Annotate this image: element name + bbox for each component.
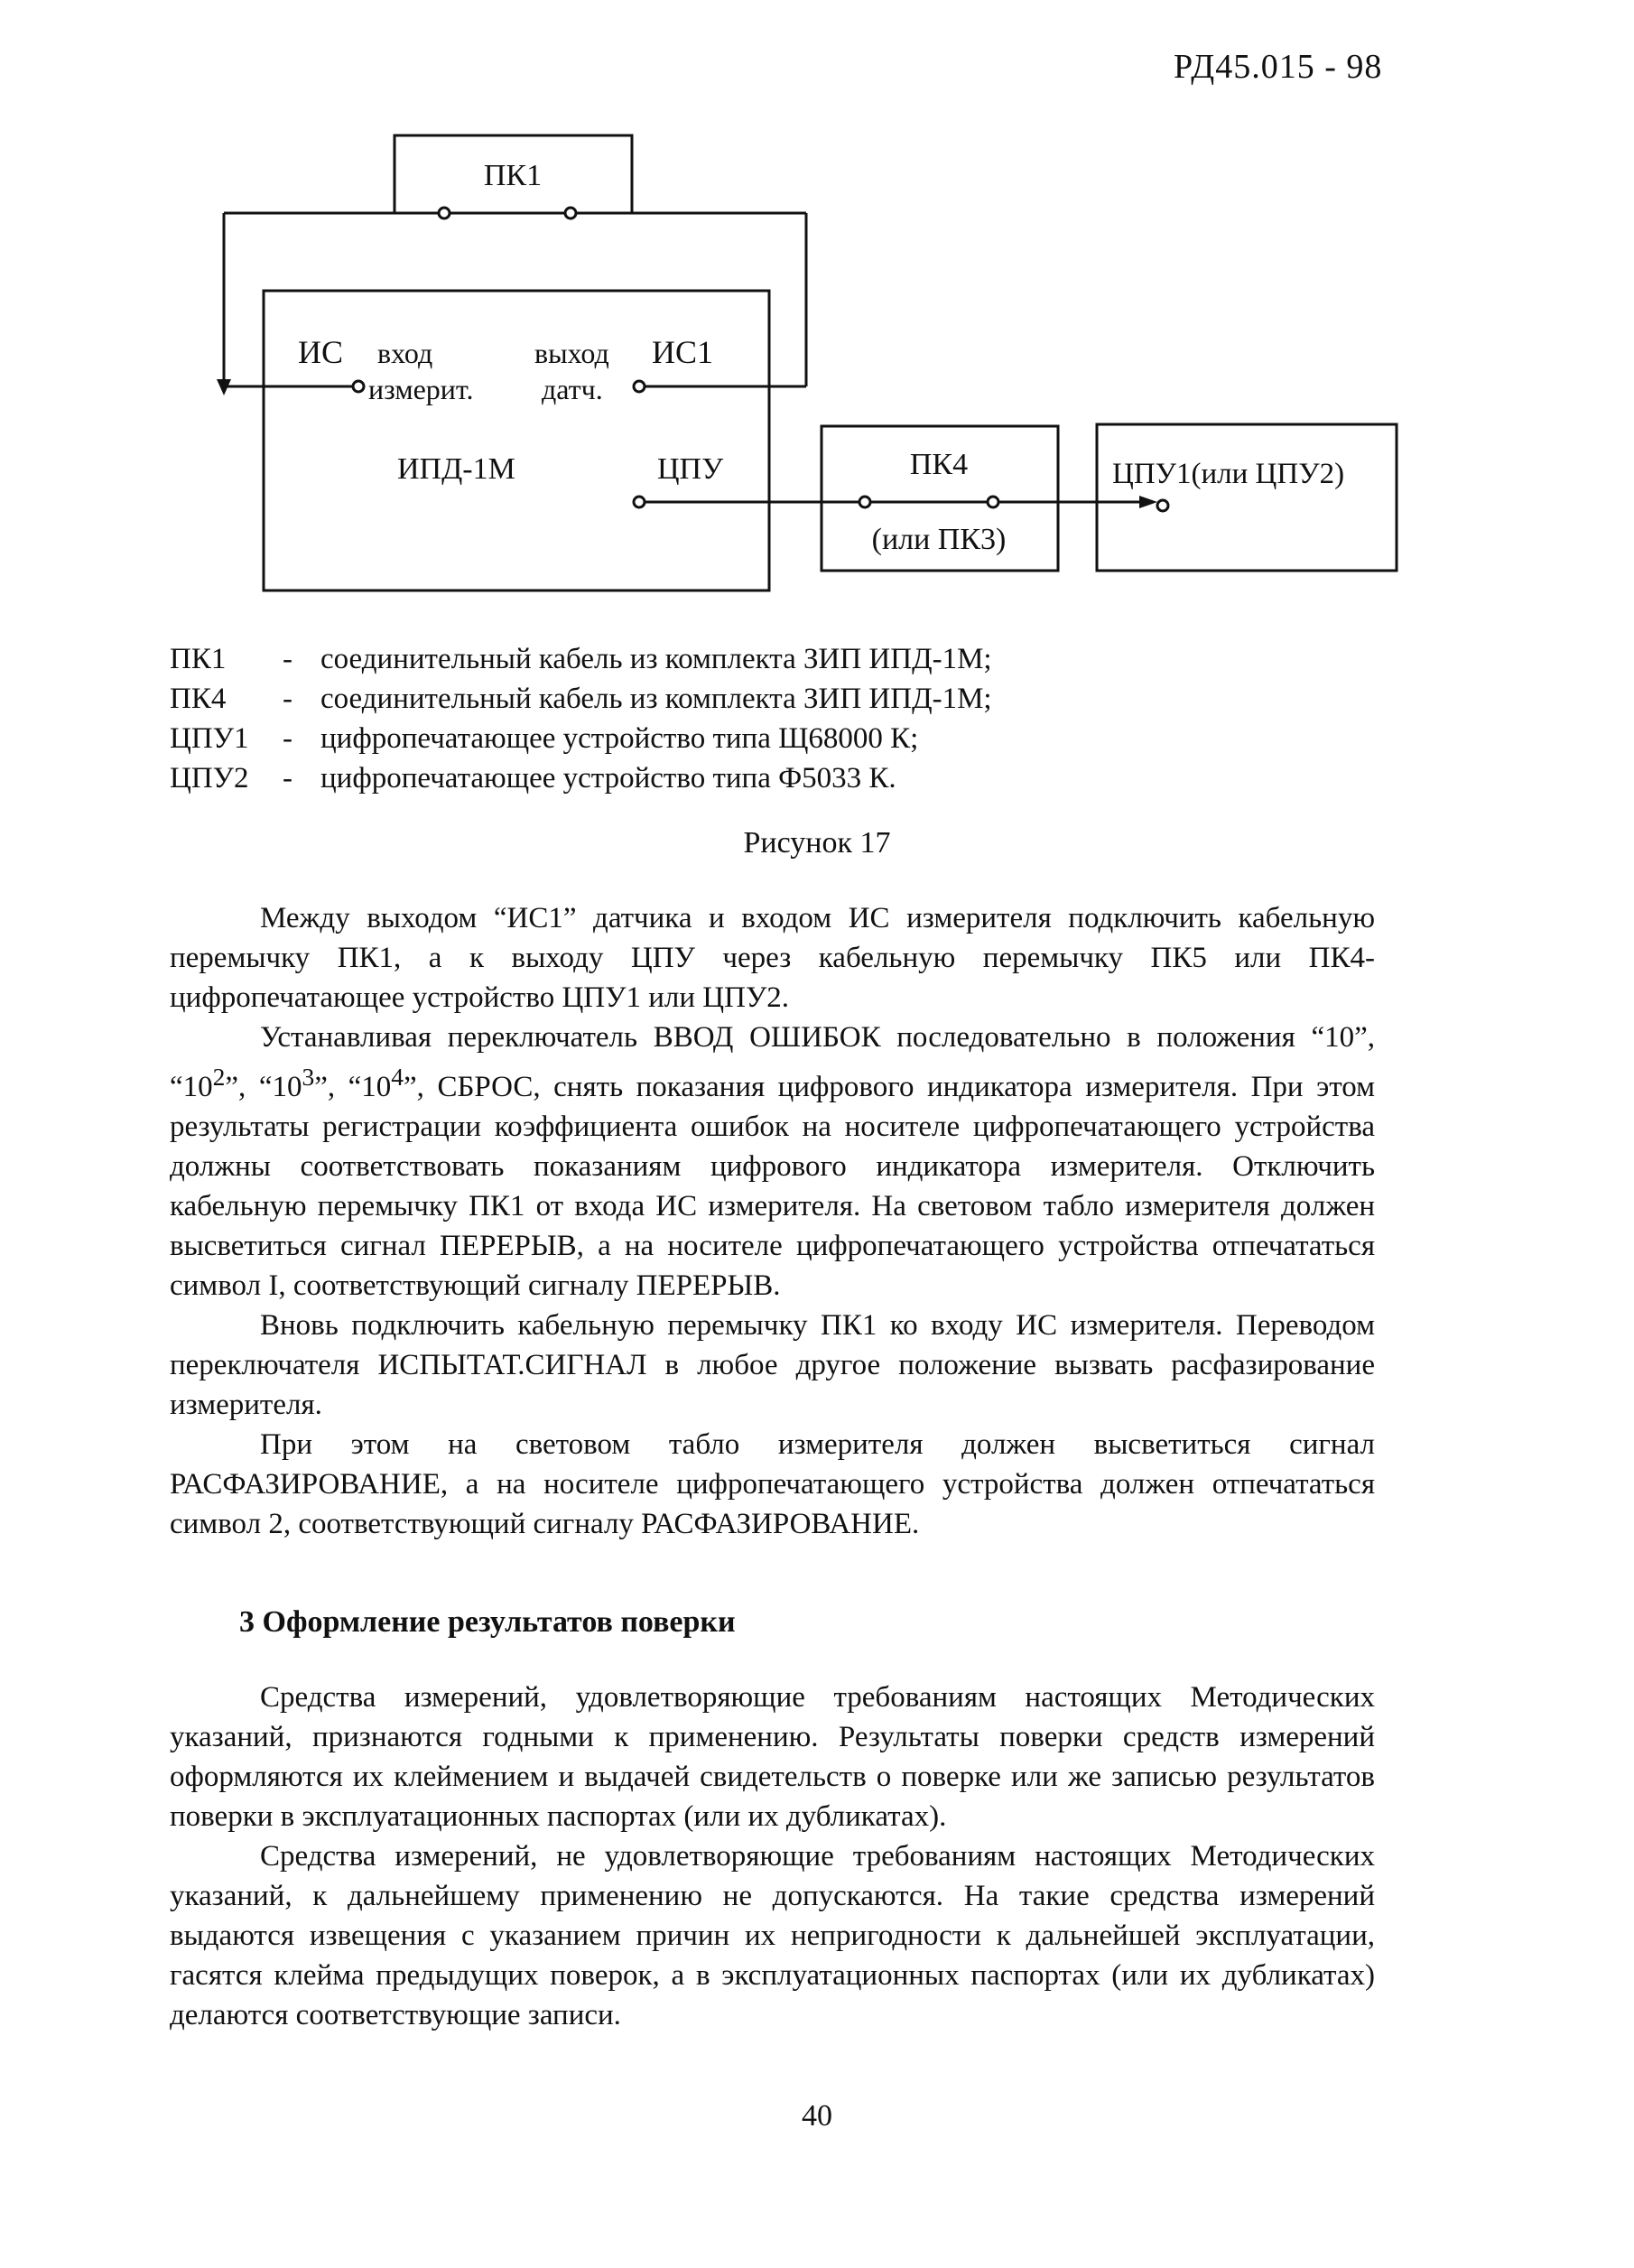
ipd-is-label: ИС: [298, 334, 344, 370]
pk4-terminal-right: [988, 497, 998, 507]
superscript: 2: [212, 1063, 226, 1091]
ipd-vkhod-label: вход: [377, 337, 433, 369]
paragraph: Вновь подключить кабельную перемычку ПК1 ко входу ИС измерителя. Переводом переключателя ИСПЫТАТ.СИГНАЛ в любое другое положение вызвать расфазирование измерителя.: [170, 1309, 1375, 1421]
ipd-cpu-label: ЦПУ: [657, 452, 724, 486]
body-text-upper: [170, 898, 1375, 1544]
pk4-label: ПК4: [909, 448, 969, 481]
legend-code: ПК1: [170, 643, 227, 675]
is1-output-terminal: [634, 381, 645, 392]
legend-dash: -: [283, 643, 292, 675]
paragraph-text: Устанавливая переключатель ВВОД ОШИБОК последовательно в положения “10”, “10: [170, 1021, 1375, 1103]
paragraph-text: ”, “10: [225, 1071, 302, 1103]
pk4-terminal-left: [859, 497, 870, 507]
paragraph: Между выходом “ИС1” датчика и входом ИС измерителя подключить кабельную перемычку ПК1, а к выходу ЦПУ через кабельную перемычку ПК5 или ПК4- цифропечатающее устройство ЦПУ1 или ЦПУ2.: [170, 902, 1375, 1014]
legend-list: [170, 639, 992, 798]
is-input-terminal: [353, 381, 364, 392]
pk1-terminal-left: [439, 208, 450, 218]
section-heading: 3 Оформление результатов поверки: [239, 1605, 736, 1639]
paragraph: При этом на световом табло измерителя должен высветиться сигнал РАСФАЗИРОВАНИЕ, а на носителе цифропечатающего устройства должен отпечататься символ 2, соответствующий сигналу РАСФАЗИРОВАНИЕ.: [170, 1428, 1375, 1540]
legend-row: [170, 719, 992, 758]
legend-code: ЦПУ2: [170, 762, 249, 795]
superscript: 3: [302, 1063, 315, 1091]
legend-text: цифропечатающее устройство типа Ф5033 К.: [320, 762, 896, 795]
legend-text: соединительный кабель из комплекта ЗИП ИПД-1М;: [320, 643, 992, 675]
legend-row: [170, 758, 992, 798]
superscript: 4: [391, 1063, 404, 1091]
page-number: 40: [802, 2099, 832, 2133]
paragraph: Средства измерений, удовлетворяющие требованиям настоящих Методических указаний, признаются годными к применению. Результаты поверки средств измерений оформляются их клеймением и выдачей свидетельств о поверке или же записью результатов поверки в эксплуатационных паспортах (или их дубликатах).: [170, 1681, 1375, 1833]
legend-row: [170, 679, 992, 719]
pk1-terminal-right: [565, 208, 576, 218]
pk1-label: ПК1: [483, 159, 543, 192]
paragraph-text: ”, “10: [314, 1071, 392, 1103]
legend-text: цифропечатающее устройство типа Щ68000 К;: [320, 722, 919, 755]
body-text-lower: [170, 1678, 1375, 2035]
cpu1-label: ЦПУ1(или ЦПУ2): [1112, 458, 1345, 490]
paragraph-text: ”, СБРОС, снять показания цифрового индикатора измерителя. При этом результаты регистрации коэффициента ошибок на носителе цифропечатающего устройства должны соответствовать показаниям цифрового индикатора измерителя. Отключить кабельную перемычку ПК1 от входа ИС измерителя. На световом табло измерителя должен высветиться сигнал ПЕРЕРЫВ, а на носителе цифропечатающего устройства отпечататься символ I, соответствующий сигналу ПЕРЕРЫВ.: [170, 1071, 1375, 1302]
paragraph: [170, 1018, 1375, 1306]
legend-dash: -: [283, 683, 292, 715]
paragraph: Средства измерений, не удовлетворяющие требованиям настоящих Методических указаний, к дальнейшему применению не допускаются. На такие средства измерений выдаются извещения с указанием причин их непригодности к дальнейшей эксплуатации, гасятся клейма предыдущих поверок, а в эксплуатационных паспортах (или их дубликатах) делаются соответствующие записи.: [170, 1840, 1375, 2031]
ipd-is1-label: ИС1: [652, 334, 714, 370]
legend-code: ПК4: [170, 683, 227, 715]
legend-code: ЦПУ1: [170, 722, 249, 755]
legend-row: [170, 639, 992, 679]
cpu1-input-terminal: [1157, 500, 1168, 511]
figure-caption: Рисунок 17: [743, 826, 891, 860]
ipd-izmerit-label: измерит.: [368, 373, 474, 405]
connection-diagram: [0, 0, 1634, 614]
legend-dash: -: [283, 762, 292, 795]
right-arrow-icon: [1139, 496, 1157, 508]
ipd-vykhod-label: выход: [534, 337, 609, 369]
legend-dash: -: [283, 722, 292, 755]
cpu-output-terminal: [634, 497, 645, 507]
pk4-alt-label: (или ПК3): [871, 523, 1007, 556]
legend-text: соединительный кабель из комплекта ЗИП ИПД-1М;: [320, 683, 992, 715]
document-code: РД45.015 - 98: [1174, 48, 1383, 86]
ipd-name-label: ИПД-1М: [397, 452, 515, 486]
ipd-datch-label: датч.: [542, 373, 603, 405]
